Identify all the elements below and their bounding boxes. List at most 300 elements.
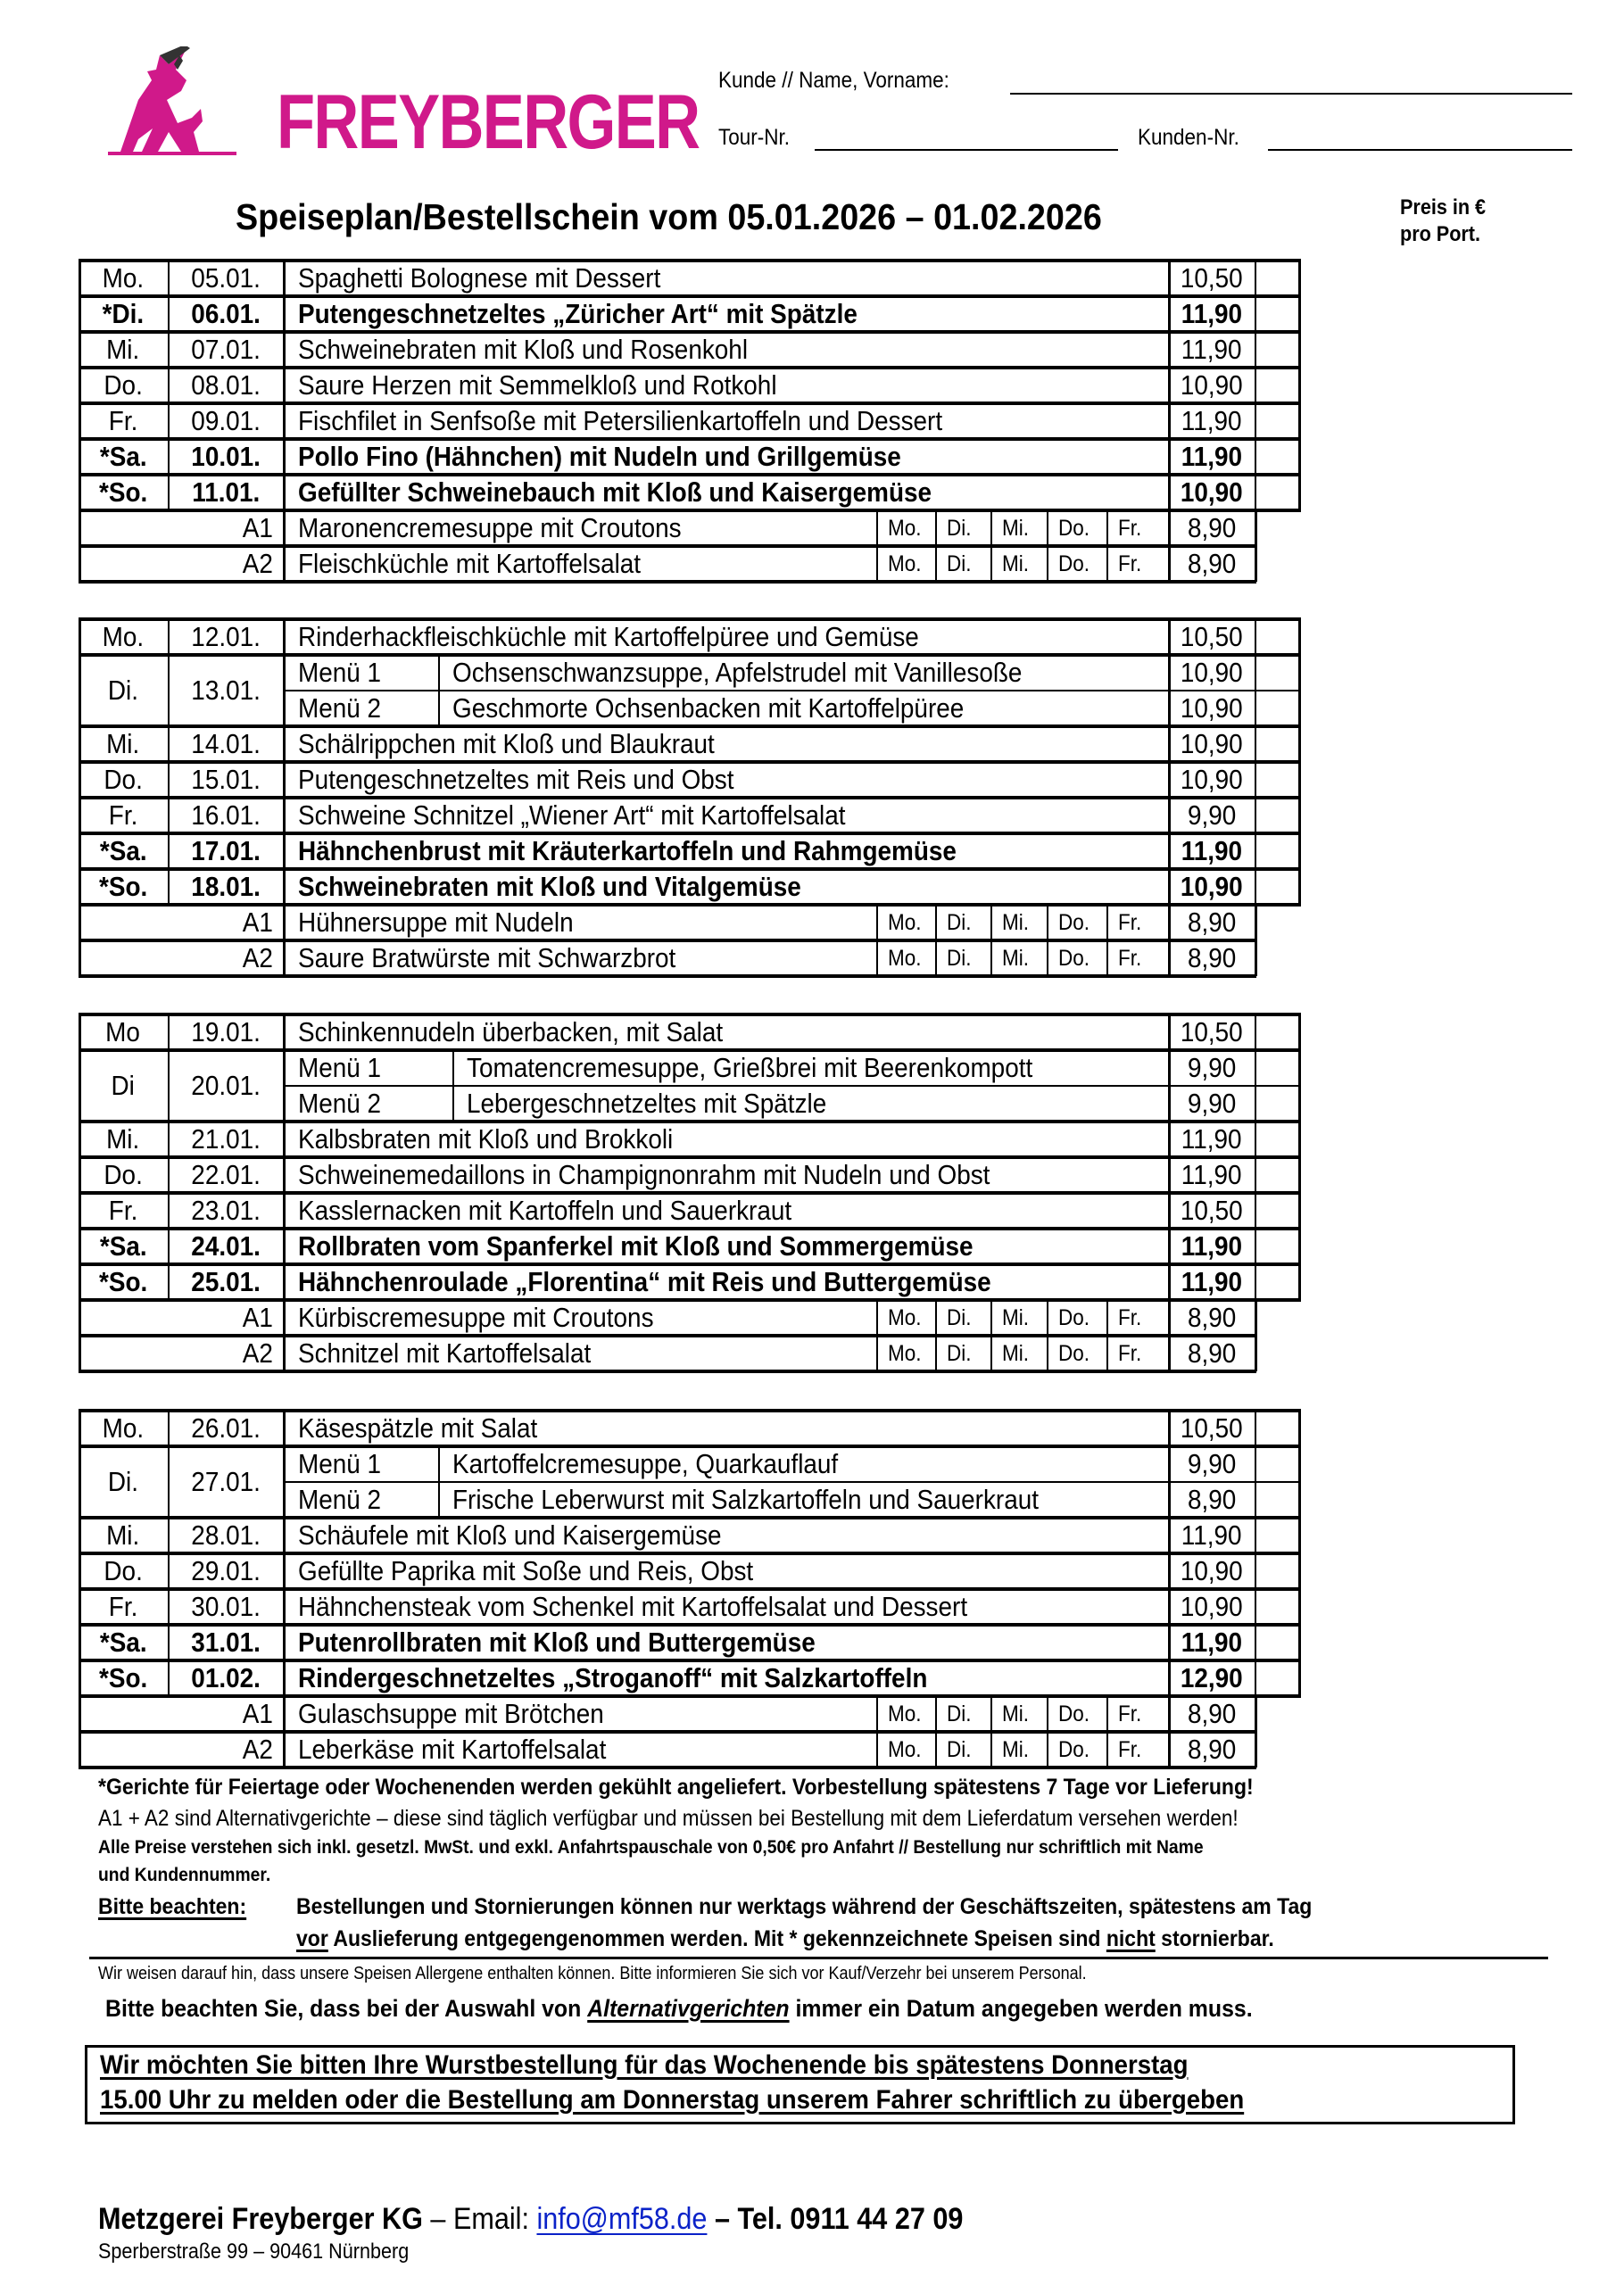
dish-cell <box>452 1086 1169 1122</box>
price-column-divider <box>1168 619 1171 905</box>
alt-day-checkbox-text: Mi. <box>1002 1701 1029 1726</box>
price-cell <box>1169 439 1255 475</box>
row-divider <box>79 974 1256 978</box>
day-cell <box>79 798 168 833</box>
order-quantity-cell[interactable] <box>1255 1157 1299 1193</box>
date-cell <box>168 798 284 833</box>
price-cell <box>1169 1411 1255 1446</box>
dish-cell-text: Tomatencremesuppe, Grießbrei mit Beerenkompott <box>467 1052 1033 1083</box>
alt-day-checkbox[interactable] <box>877 905 936 940</box>
alt-dish-cell-text: Gulaschsuppe mit Brötchen <box>298 1698 604 1729</box>
alt-code-cell-text: A1 <box>242 907 273 938</box>
dish-cell-text: Spaghetti Bolognese mit Dessert <box>298 262 661 294</box>
alt-price-cell-text: 8,90 <box>1187 942 1237 973</box>
date-cell-text: 31.01. <box>191 1627 261 1658</box>
order-quantity-cell[interactable] <box>1255 1014 1299 1050</box>
day-cell <box>79 1157 168 1193</box>
order-quantity-cell[interactable] <box>1255 655 1299 691</box>
day-cell <box>79 869 168 905</box>
dish-cell <box>284 332 1169 368</box>
customer-number-label: Kunden-Nr. <box>1138 125 1239 150</box>
alt-dish-cell <box>284 1696 877 1732</box>
attention-nicht: nicht <box>1106 1926 1156 1951</box>
alt-day-checkbox[interactable] <box>936 1300 991 1336</box>
menu-label-cell-text: Menü 2 <box>298 1088 382 1119</box>
alt-code-cell <box>79 940 284 976</box>
alt-day-checkbox[interactable] <box>1048 1696 1107 1732</box>
alt-day-divider <box>1168 1300 1171 1371</box>
day-cell <box>79 261 168 296</box>
dish-cell-text: Pollo Fino (Hähnchen) mit Nudeln und Grillgemüse <box>298 441 901 472</box>
day-column-divider <box>168 1014 170 1300</box>
alt-dish-cell-text: Saure Bratwürste mit Schwarzbrot <box>298 942 676 973</box>
order-quantity-cell[interactable] <box>1255 475 1299 510</box>
sausage-notice-line1: Wir möchten Sie bitten Ihre Wurstbestellung für das Wochenende bis spätestens Donnerstag <box>100 2050 1189 2080</box>
menu-label-cell-text: Menü 1 <box>298 1052 382 1083</box>
alt-day-checkbox[interactable] <box>936 1732 991 1768</box>
alt-day-checkbox[interactable] <box>991 510 1048 546</box>
price-cell <box>1169 368 1255 403</box>
dish-cell-text: Hähnchensteak vom Schenkel mit Kartoffelsalat und Dessert <box>298 1591 968 1622</box>
alt-dish-cell <box>284 546 877 582</box>
day-cell-text: Fr. <box>108 1591 138 1622</box>
alt-dish-cell <box>284 940 877 976</box>
alt-day-checkbox[interactable] <box>1107 546 1169 582</box>
order-quantity-cell[interactable] <box>1255 332 1299 368</box>
price-column-divider <box>1168 1014 1171 1300</box>
alt-day-divider <box>1047 1696 1048 1768</box>
day-cell <box>79 762 168 798</box>
table-left-border <box>79 1013 81 1300</box>
price-cell <box>1169 1122 1255 1157</box>
alt-dish-cell-text: Hühnersuppe mit Nudeln <box>298 907 574 938</box>
alt-day-divider <box>1047 1300 1048 1371</box>
date-cell <box>168 1050 284 1122</box>
menu-column-divider <box>452 1050 454 1122</box>
menu-label-cell-text: Menü 2 <box>298 692 382 724</box>
date-cell <box>168 619 284 655</box>
alt-code-cell-text: A2 <box>242 1734 273 1765</box>
price-cell-text: 11,90 <box>1181 405 1242 436</box>
alt-code-cell-text: A1 <box>242 1302 273 1333</box>
date-cell-text: 30.01. <box>191 1591 261 1622</box>
alt-day-checkbox[interactable] <box>1048 1732 1107 1768</box>
alt-day-checkbox[interactable] <box>1048 1336 1107 1371</box>
alt-price-cell-text: 8,90 <box>1187 548 1237 579</box>
dish-cell <box>284 762 1169 798</box>
alt-day-checkbox[interactable] <box>877 510 936 546</box>
dish-cell <box>438 655 1169 691</box>
date-cell <box>168 762 284 798</box>
price-cell-text: 10,90 <box>1181 728 1243 759</box>
alt-day-checkbox[interactable] <box>1048 510 1107 546</box>
alt-day-checkbox[interactable] <box>1107 940 1169 976</box>
alt-day-divider <box>990 905 992 976</box>
dish-cell-text: Putengeschnetzeltes mit Reis und Obst <box>298 764 734 795</box>
price-cell-text: 10,90 <box>1181 369 1243 401</box>
day-cell <box>79 726 168 762</box>
dish-cell <box>284 726 1169 762</box>
order-quantity-cell[interactable] <box>1255 1411 1299 1446</box>
order-quantity-cell[interactable] <box>1255 1122 1299 1157</box>
price-cell-text: 8,90 <box>1187 1484 1237 1515</box>
order-quantity-cell[interactable] <box>1255 439 1299 475</box>
date-cell-text: 24.01. <box>191 1230 261 1262</box>
order-quantity-cell[interactable] <box>1255 869 1299 905</box>
alt-day-checkbox[interactable] <box>936 546 991 582</box>
price-cell <box>1169 403 1255 439</box>
alt-day-divider <box>1106 905 1108 976</box>
alt-right-border <box>1255 1300 1257 1371</box>
day-cell <box>79 833 168 869</box>
table-right-border <box>1298 1013 1301 1300</box>
date-cell <box>168 296 284 332</box>
date-cell <box>168 833 284 869</box>
menu-label-cell-text: Menü 1 <box>298 657 382 688</box>
alt-day-checkbox-text: Mi. <box>1002 1304 1029 1330</box>
alt-code-divider <box>283 905 286 976</box>
price-cell <box>1169 762 1255 798</box>
alt-price-cell <box>1169 546 1255 582</box>
price-cell <box>1169 869 1255 905</box>
dish-cell <box>284 475 1169 510</box>
alt-day-checkbox-text: Di. <box>947 551 972 576</box>
alt-code-cell <box>79 510 284 546</box>
order-quantity-cell[interactable] <box>1255 1518 1299 1553</box>
alt-day-checkbox-text: Mi. <box>1002 1736 1029 1762</box>
date-cell <box>168 1660 284 1696</box>
order-quantity-cell[interactable] <box>1255 1625 1299 1660</box>
alt-day-checkbox[interactable] <box>1048 1300 1107 1336</box>
row-divider <box>79 1370 1256 1373</box>
alt-code-cell <box>79 1300 284 1336</box>
date-cell-text: 06.01. <box>191 298 261 329</box>
price-cell <box>1169 655 1255 691</box>
row-divider <box>79 1766 1256 1769</box>
price-cell <box>1169 1264 1255 1300</box>
alt-dish-cell <box>284 1300 877 1336</box>
footer-address: Sperberstraße 99 – 90461 Nürnberg <box>98 2239 410 2264</box>
price-cell-text: 11,90 <box>1181 1266 1243 1297</box>
table-left-border <box>79 510 81 582</box>
alt-dish-cell <box>284 1336 877 1371</box>
dish-cell-text: Putengeschnetzeltes „Züricher Art“ mit Spätzle <box>298 298 858 329</box>
menu-divider <box>284 1085 1299 1087</box>
alt-day-checkbox[interactable] <box>991 1732 1048 1768</box>
alt-day-checkbox[interactable] <box>877 1300 936 1336</box>
dish-cell-text: Rinderhackfleischküchle mit Kartoffelpüree und Gemüse <box>298 621 919 652</box>
order-quantity-cell[interactable] <box>1255 1589 1299 1625</box>
order-quantity-cell[interactable] <box>1255 1193 1299 1229</box>
notes-divider <box>89 1957 1548 1959</box>
alt-day-checkbox[interactable] <box>991 905 1048 940</box>
extra-column-divider <box>1255 1014 1256 1300</box>
date-cell-text: 12.01. <box>191 621 261 652</box>
alt-day-checkbox[interactable] <box>877 1732 936 1768</box>
alt-day-checkbox[interactable] <box>991 1300 1048 1336</box>
alt-day-divider <box>990 1696 992 1768</box>
price-cell-text: 9,90 <box>1187 1052 1237 1083</box>
day-cell-text: *Sa. <box>99 835 147 866</box>
date-cell-text: 18.01. <box>191 871 261 902</box>
day-column-divider <box>168 1411 170 1696</box>
alt-day-checkbox-text: Mo. <box>888 1736 922 1762</box>
date-cell-text: 19.01. <box>191 1016 261 1047</box>
alt-price-cell <box>1169 1300 1255 1336</box>
dish-cell-text: Schälrippchen mit Kloß und Blaukraut <box>298 728 715 759</box>
day-cell <box>79 1122 168 1157</box>
alt-price-cell <box>1169 1732 1255 1768</box>
day-cell <box>79 1446 168 1518</box>
price-header-line1: Preis in € <box>1400 195 1487 219</box>
order-quantity-cell[interactable] <box>1255 1482 1299 1518</box>
alt-day-checkbox-text: Fr. <box>1118 1340 1142 1366</box>
order-quantity-cell[interactable] <box>1255 1050 1299 1086</box>
order-quantity-cell[interactable] <box>1255 762 1299 798</box>
day-cell-text: Fr. <box>108 405 138 436</box>
attention-line2-end: stornierbar. <box>1155 1926 1274 1951</box>
date-cell-text: 01.02. <box>191 1662 261 1693</box>
alt-day-divider <box>1168 905 1171 976</box>
alt-dish-cell <box>284 1732 877 1768</box>
alt-day-checkbox-text: Do. <box>1058 945 1090 971</box>
order-quantity-cell[interactable] <box>1255 1086 1299 1122</box>
price-cell <box>1169 1193 1255 1229</box>
alt-day-checkbox-text: Di. <box>947 1736 972 1762</box>
customer-name-field[interactable] <box>1010 93 1572 95</box>
dish-cell <box>284 296 1169 332</box>
dish-cell <box>284 403 1169 439</box>
alt-price-cell <box>1169 1336 1255 1371</box>
alt-right-border <box>1255 510 1257 582</box>
customer-number-field[interactable] <box>1268 149 1572 151</box>
dish-cell-text: Schäufele mit Kloß und Kaisergemüse <box>298 1519 722 1551</box>
day-column-divider <box>168 619 170 905</box>
table-right-border <box>1298 259 1301 510</box>
price-cell <box>1169 1157 1255 1193</box>
alt-day-checkbox[interactable] <box>1048 905 1107 940</box>
order-quantity-cell[interactable] <box>1255 833 1299 869</box>
alt-day-checkbox-text: Fr. <box>1118 1736 1142 1762</box>
dish-cell <box>284 1660 1169 1696</box>
day-cell-text: *So. <box>98 1266 148 1297</box>
alt-day-checkbox[interactable] <box>991 546 1048 582</box>
alt-day-checkbox-text: Do. <box>1058 1701 1090 1726</box>
alt-day-checkbox[interactable] <box>1048 546 1107 582</box>
day-cell <box>79 296 168 332</box>
alt-day-checkbox[interactable] <box>877 940 936 976</box>
menu-divider <box>284 1481 1299 1483</box>
date-cell <box>168 1122 284 1157</box>
alt-dish-cell-text: Fleischküchle mit Kartoffelsalat <box>298 548 642 579</box>
price-cell <box>1169 261 1255 296</box>
day-cell-text: *Di. <box>102 298 145 329</box>
table-left-border <box>79 259 81 510</box>
day-cell <box>79 1553 168 1589</box>
dish-cell-text: Rindergeschnetzeltes „Stroganoff“ mit Salzkartoffeln <box>298 1662 928 1693</box>
order-quantity-cell[interactable] <box>1255 261 1299 296</box>
alt-code-cell-text: A2 <box>242 1337 273 1369</box>
alt-price-cell <box>1169 1696 1255 1732</box>
order-quantity-cell[interactable] <box>1255 691 1299 726</box>
day-cell <box>79 1193 168 1229</box>
alt-day-divider <box>935 1696 937 1768</box>
day-cell <box>79 1229 168 1264</box>
alt-day-checkbox[interactable] <box>991 1696 1048 1732</box>
order-quantity-cell[interactable] <box>1255 798 1299 833</box>
prices-note-line2: und Kundennummer. <box>98 1865 271 1885</box>
alt-day-checkbox[interactable] <box>1107 905 1169 940</box>
price-cell <box>1169 1625 1255 1660</box>
day-cell-text: Di <box>111 1070 136 1101</box>
date-cell-text: 17.01. <box>191 835 261 866</box>
table-left-border <box>79 1409 81 1696</box>
alt-day-checkbox[interactable] <box>936 940 991 976</box>
date-cell-text: 20.01. <box>191 1070 261 1101</box>
alt-day-checkbox[interactable] <box>1107 1300 1169 1336</box>
alt-day-checkbox[interactable] <box>1107 1732 1169 1768</box>
price-cell <box>1169 475 1255 510</box>
alt-day-checkbox[interactable] <box>936 1336 991 1371</box>
day-column-divider <box>168 261 170 510</box>
date-cell <box>168 368 284 403</box>
date-cell <box>168 439 284 475</box>
alt-price-cell <box>1169 940 1255 976</box>
alt-day-checkbox-text: Do. <box>1058 1304 1090 1330</box>
tour-number-label: Tour-Nr. <box>718 125 791 150</box>
alt-day-checkbox[interactable] <box>1048 940 1107 976</box>
email-link[interactable]: info@mf58.de <box>536 2202 708 2236</box>
menu-divider <box>284 690 1299 691</box>
date-cell <box>168 403 284 439</box>
alt-price-cell <box>1169 905 1255 940</box>
date-cell <box>168 1446 284 1518</box>
date-cell <box>168 726 284 762</box>
alt-code-cell <box>79 546 284 582</box>
order-quantity-cell[interactable] <box>1255 1264 1299 1300</box>
price-column-header <box>1400 195 1486 248</box>
date-cell <box>168 261 284 296</box>
alt-day-checkbox-text: Mo. <box>888 1340 922 1366</box>
alt-day-checkbox-text: Do. <box>1058 1736 1090 1762</box>
alt-day-divider <box>1106 1300 1108 1371</box>
order-quantity-cell[interactable] <box>1255 1446 1299 1482</box>
alt-code-cell-text: A2 <box>242 942 273 973</box>
alt-day-checkbox-text: Mo. <box>888 945 922 971</box>
alt-code-divider <box>283 1300 286 1371</box>
order-quantity-cell[interactable] <box>1255 403 1299 439</box>
date-cell-text: 08.01. <box>191 369 261 401</box>
alt-dish-cell <box>284 905 877 940</box>
price-cell-text: 10,90 <box>1181 692 1243 724</box>
menu-label-cell <box>284 1086 452 1122</box>
alt-day-checkbox[interactable] <box>1107 1336 1169 1371</box>
table-left-border <box>79 1300 81 1371</box>
dish-cell <box>284 1625 1169 1660</box>
order-quantity-cell[interactable] <box>1255 1553 1299 1589</box>
allergens-note: Wir weisen darauf hin, dass unsere Speisen Allergene enthalten können. Bitte informieren Sie sich vor Kauf/Verzehr bei unserem Personal. <box>98 1964 1087 1983</box>
day-cell <box>79 1589 168 1625</box>
dish-cell-text: Schweinebraten mit Kloß und Rosenkohl <box>298 334 749 365</box>
order-quantity-cell[interactable] <box>1255 368 1299 403</box>
price-cell <box>1169 833 1255 869</box>
alt-day-checkbox[interactable] <box>991 1336 1048 1371</box>
tour-number-field[interactable] <box>815 149 1118 151</box>
order-quantity-cell[interactable] <box>1255 619 1299 655</box>
date-cell-text: 11.01. <box>191 476 261 508</box>
dish-cell-text: Kartoffelcremesuppe, Quarkauflauf <box>452 1448 839 1479</box>
alt-day-checkbox[interactable] <box>936 510 991 546</box>
order-quantity-cell[interactable] <box>1255 1229 1299 1264</box>
price-cell <box>1169 1589 1255 1625</box>
dish-cell-text: Frische Leberwurst mit Salzkartoffeln und Sauerkraut <box>452 1484 1039 1515</box>
day-cell <box>79 368 168 403</box>
price-cell-text: 10,90 <box>1181 476 1243 508</box>
price-cell <box>1169 619 1255 655</box>
dish-cell-text: Schweinebraten mit Kloß und Vitalgemüse <box>298 871 801 902</box>
alt-day-checkbox[interactable] <box>877 1336 936 1371</box>
table-left-border <box>79 617 81 905</box>
day-cell <box>79 1050 168 1122</box>
price-cell-text: 11,90 <box>1181 835 1243 866</box>
price-cell-text: 10,50 <box>1181 1016 1243 1047</box>
alt-day-divider <box>990 1300 992 1371</box>
alt-day-checkbox[interactable] <box>936 1696 991 1732</box>
alt-day-checkbox[interactable] <box>1107 1696 1169 1732</box>
price-cell-text: 10,90 <box>1181 1591 1243 1622</box>
alt-day-checkbox-text: Fr. <box>1118 1701 1142 1726</box>
dish-cell <box>284 1264 1169 1300</box>
alt-day-divider <box>990 510 992 582</box>
date-reminder-emphasis: Alternativgerichten <box>587 1995 790 2022</box>
dish-cell <box>438 1446 1169 1482</box>
alt-day-checkbox[interactable] <box>877 546 936 582</box>
day-cell-text: *Sa. <box>99 441 147 472</box>
holiday-note: *Gerichte für Feiertage oder Wochenenden werden gekühlt angeliefert. Vorbestellung spätestens 7 Tage vor Lieferung! <box>98 1775 1254 1800</box>
day-cell-text: Mi. <box>106 728 140 759</box>
order-quantity-cell[interactable] <box>1255 726 1299 762</box>
brand-logo <box>103 46 700 165</box>
alt-day-checkbox[interactable] <box>1107 510 1169 546</box>
date-cell <box>168 1589 284 1625</box>
dish-cell <box>438 1482 1169 1518</box>
price-cell <box>1169 1482 1255 1518</box>
extra-column-divider <box>1255 619 1256 905</box>
alt-code-cell <box>79 1336 284 1371</box>
alt-day-checkbox-text: Fr. <box>1118 945 1142 971</box>
date-cell-text: 28.01. <box>191 1519 261 1551</box>
alt-day-checkbox[interactable] <box>936 905 991 940</box>
alt-day-checkbox[interactable] <box>877 1696 936 1732</box>
day-cell-text: *So. <box>98 1662 148 1693</box>
alt-day-divider <box>876 1696 878 1768</box>
price-cell <box>1169 798 1255 833</box>
price-cell <box>1169 1518 1255 1553</box>
attention-label: Bitte beachten: <box>98 1894 247 1919</box>
alt-dish-cell-text: Leberkäse mit Kartoffelsalat <box>298 1734 607 1765</box>
day-cell-text: Fr. <box>108 799 138 831</box>
date-column-divider <box>283 1014 286 1300</box>
date-reminder <box>105 1995 1253 2023</box>
price-cell <box>1169 1660 1255 1696</box>
order-quantity-cell[interactable] <box>1255 296 1299 332</box>
alt-day-checkbox[interactable] <box>991 940 1048 976</box>
day-cell-text: *So. <box>98 871 148 902</box>
order-quantity-cell[interactable] <box>1255 1660 1299 1696</box>
alt-day-divider <box>1106 510 1108 582</box>
day-cell <box>79 403 168 439</box>
dish-cell <box>284 1014 1169 1050</box>
